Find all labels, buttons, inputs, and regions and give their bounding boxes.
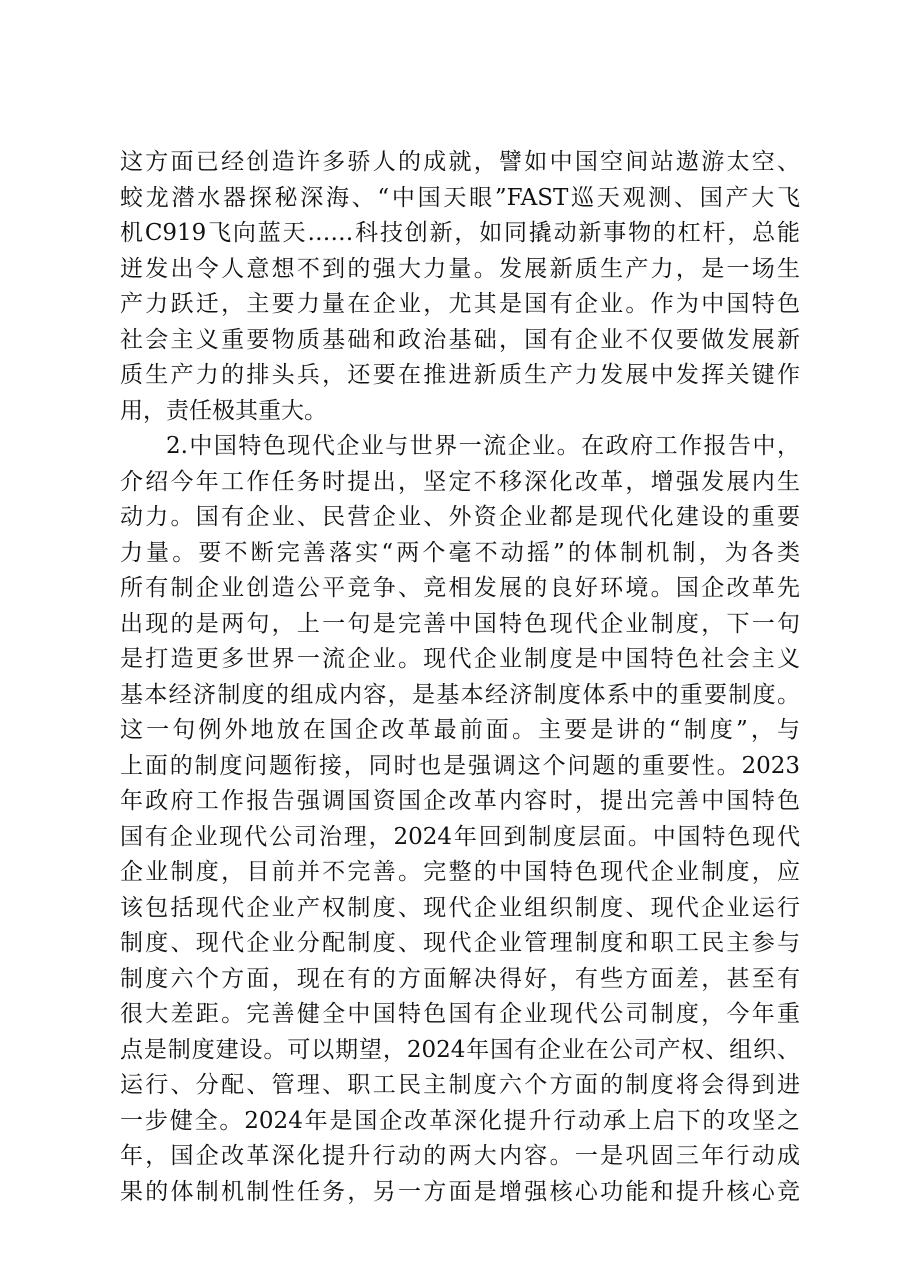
text-line: 企业制度，目前并不完善。完整的中国特色现代企业制度，应 (120, 859, 800, 885)
text-line: 上面的制度问题衔接，同时也是强调这个问题的重要性。2023 (120, 752, 800, 779)
text-line: 这方面已经创造许多骄人的成就，譬如中国空间站遨游太空、 (120, 149, 800, 175)
text-line: 迸发出令人意想不到的强大力量。发展新质生产力，是一场生 (120, 255, 800, 282)
paragraph-2 (120, 429, 800, 1210)
text-line: 国有企业现代公司治理，2024年回到制度层面。中国特色现代 (120, 823, 800, 850)
text-line: 机C919飞向蓝天……科技创新，如同撬动新事物的杠杆，总能 (120, 220, 800, 246)
text-line: 制度六个方面，现在有的方面解决得好，有些方面差，甚至有 (120, 965, 800, 992)
text-line: 力量。要不断完善落实“两个毫不动摇”的体制机制，为各类 (120, 539, 800, 566)
text-line: 运行、分配、管理、职工民主制度六个方面的制度将会得到进 (120, 1072, 800, 1098)
text-line: 介绍今年工作任务时提出，坚定不移深化改革，增强发展内生 (120, 468, 800, 495)
text-line: 社会主义重要物质基础和政治基础，国有企业不仅要做发展新 (120, 326, 800, 353)
text-line: 年，国企改革深化提升行动的两大内容。一是巩固三年行动成 (120, 1143, 800, 1169)
text-line: 产力跃迁，主要力量在企业，尤其是国有企业。作为中国特色 (120, 291, 800, 317)
text-line: 2.中国特色现代企业与世界一流企业。在政府工作报告中， (166, 433, 800, 459)
text-line: 动力。国有企业、民营企业、外资企业都是现代化建设的重要 (120, 504, 800, 530)
text-line: 基本经济制度的组成内容，是基本经济制度体系中的重要制度。 (120, 681, 800, 708)
text-line: 点是制度建设。可以期望，2024年国有企业在公司产权、组织、 (120, 1036, 800, 1063)
paragraph-1 (120, 145, 800, 429)
text-line: 质生产力的排头兵，还要在推进新质生产力发展中发挥关键作 (120, 362, 800, 388)
text-line: 很大差距。完善健全中国特色国有企业现代公司制度，今年重 (120, 1001, 800, 1027)
text-line: 制度、现代企业分配制度、现代企业管理制度和职工民主参与 (120, 930, 800, 956)
document-body (120, 145, 800, 1210)
text-line: 用，责任极其重大。 (120, 397, 327, 424)
text-line: 该包括现代企业产权制度、现代企业组织制度、现代企业运行 (120, 894, 800, 921)
text-line: 是打造更多世界一流企业。现代企业制度是中国特色社会主义 (120, 646, 800, 672)
text-line: 所有制企业创造公平竞争、竞相发展的良好环境。国企改革先 (120, 575, 800, 601)
text-line: 蛟龙潜水器探秘深海、“中国天眼”FAST巡天观测、国产大飞 (120, 184, 800, 211)
text-line: 年政府工作报告强调国资国企改革内容时，提出完善中国特色 (120, 788, 800, 814)
text-line: 这一句例外地放在国企改革最前面。主要是讲的“制度”，与 (120, 717, 800, 743)
text-line: 果的体制机制性任务，另一方面是增强核心功能和提升核心竞 (120, 1178, 800, 1205)
text-line: 一步健全。2024年是国企改革深化提升行动承上启下的攻坚之 (120, 1107, 800, 1134)
text-line: 出现的是两句，上一句是完善中国特色现代企业制度，下一句 (120, 610, 800, 637)
